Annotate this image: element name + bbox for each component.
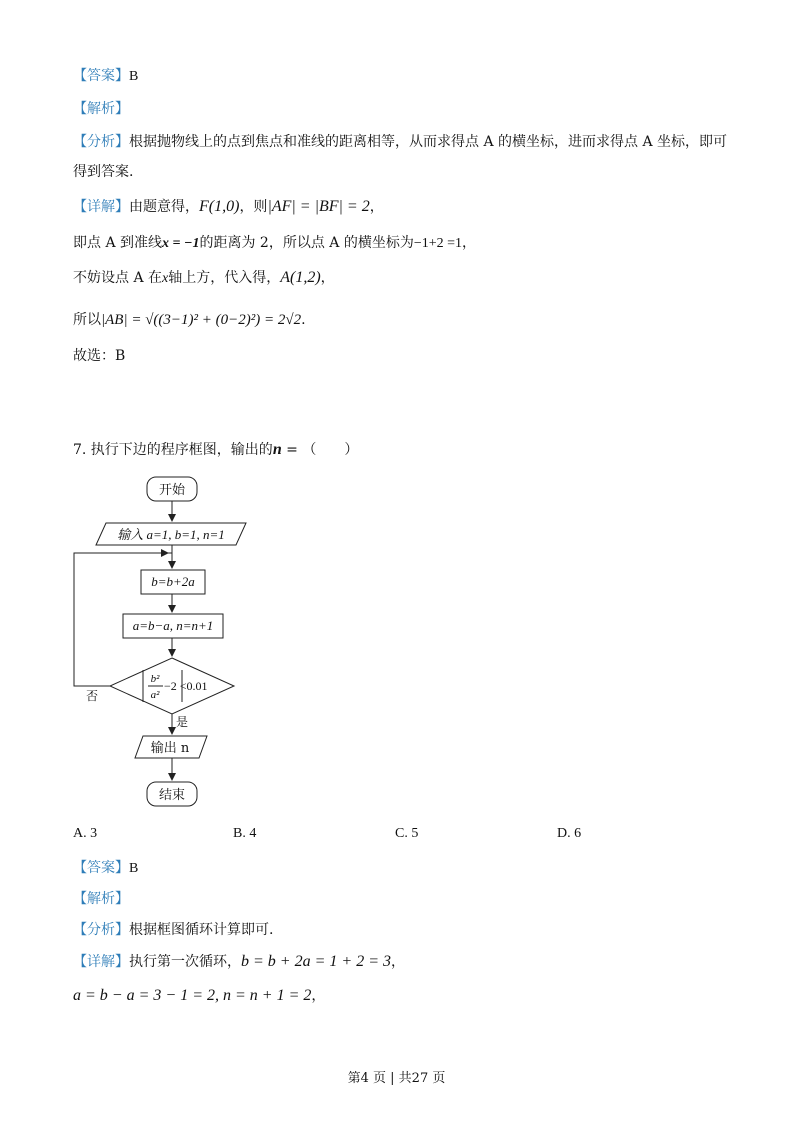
- l3-end: ，: [320, 270, 335, 286]
- q7-detail-eq1: b = b + 2a = 1 + 2 = 3: [241, 953, 391, 970]
- option-c: C. 5: [395, 826, 419, 841]
- l2-text-a: 即点 A 到准线: [73, 235, 163, 251]
- q7-detail-line-1: [73, 952, 405, 972]
- l4-end: .: [301, 312, 306, 328]
- start-label: 开始: [158, 483, 186, 498]
- fenxi-tag: 【分析】: [73, 134, 129, 150]
- cond-denominator: a²: [150, 689, 160, 701]
- input-label: 输入 a=1, b=1, n=1: [117, 527, 225, 542]
- end-label: 结束: [158, 788, 186, 803]
- stem-text: 7. 执行下边的程序框图，输出的: [73, 442, 273, 458]
- q7-detail-text: 执行第一次循环，: [129, 954, 241, 970]
- l2-text-b: 的距离为 2，所以点 A 的横坐标为: [199, 235, 414, 251]
- answer-value: B: [129, 69, 139, 84]
- detail-text: 由题意得，: [129, 199, 199, 215]
- x-axis-var: x: [162, 271, 169, 286]
- l3-text-b: 轴上方，代入得，: [168, 270, 281, 286]
- ab-length-equation: |AB| = √((3−1)² + (0−2)²) = 2√2: [101, 312, 302, 328]
- no-label: 否: [86, 689, 99, 703]
- cond-numerator: b²: [150, 673, 160, 685]
- analysis-tag: 【解析】: [73, 101, 129, 117]
- l4-text-a: 所以: [73, 312, 101, 328]
- detail-mid: ，则: [239, 199, 268, 215]
- q7-analysis-heading: [73, 889, 129, 909]
- focus-point: F(1,0): [199, 198, 240, 215]
- q7-detail-tag: 【详解】: [73, 954, 129, 970]
- choice-text: 故选：B: [73, 348, 126, 364]
- answer-tag: 【答案】: [73, 68, 129, 84]
- q7-detail-line-2: [73, 986, 325, 1006]
- cond-rest: −2 <0.01: [164, 679, 208, 693]
- directrix-equation: x = −1: [162, 236, 200, 251]
- q7-detail-end1: ，: [390, 954, 405, 970]
- q7-detail-eq2: a = b − a = 3 − 1 = 2, n = n + 1 = 2: [73, 987, 312, 1004]
- stem-n: n: [272, 441, 282, 458]
- output-label: 输出 n: [150, 741, 190, 756]
- page-footer: 第4 页 | 共27 页: [347, 1071, 446, 1086]
- step2-label: a=b−a, n=n+1: [132, 618, 214, 633]
- q7-fenxi-text: 根据框图循环计算即可.: [129, 922, 274, 938]
- q7-fenxi-line: [73, 920, 273, 940]
- option-a: A. 3: [73, 826, 98, 841]
- step1-label: b=b+2a: [151, 574, 195, 589]
- abscissa-equation: −1+2 =1: [413, 236, 463, 251]
- distance-equation: |AF| = |BF| = 2: [267, 198, 370, 215]
- q7-analysis-tag: 【解析】: [73, 891, 129, 907]
- fenxi-text-2: 得到答案.: [73, 164, 134, 180]
- stem-end: = （ ）: [281, 442, 359, 458]
- q7-detail-end2: ，: [311, 988, 326, 1004]
- detail-end: ，: [369, 199, 384, 215]
- l2-end: ，: [462, 235, 477, 251]
- option-d: D. 6: [557, 826, 582, 841]
- option-b: B. 4: [233, 826, 257, 841]
- detail-tag: 【详解】: [73, 199, 129, 215]
- yes-label: 是: [176, 715, 189, 729]
- q7-answer-tag: 【答案】: [73, 860, 129, 876]
- point-a: A(1,2): [280, 269, 321, 286]
- q7-answer-value: B: [129, 861, 139, 876]
- q7-answer-line: [73, 858, 138, 879]
- q7-fenxi-tag: 【分析】: [73, 922, 129, 938]
- fenxi-text-1: 根据抛物线上的点到焦点和准线的距离相等，从而求得点 A 的横坐标，进而求得点 A 坐标，即可: [129, 134, 728, 150]
- l3-text-a: 不妨设点 A 在: [73, 270, 163, 286]
